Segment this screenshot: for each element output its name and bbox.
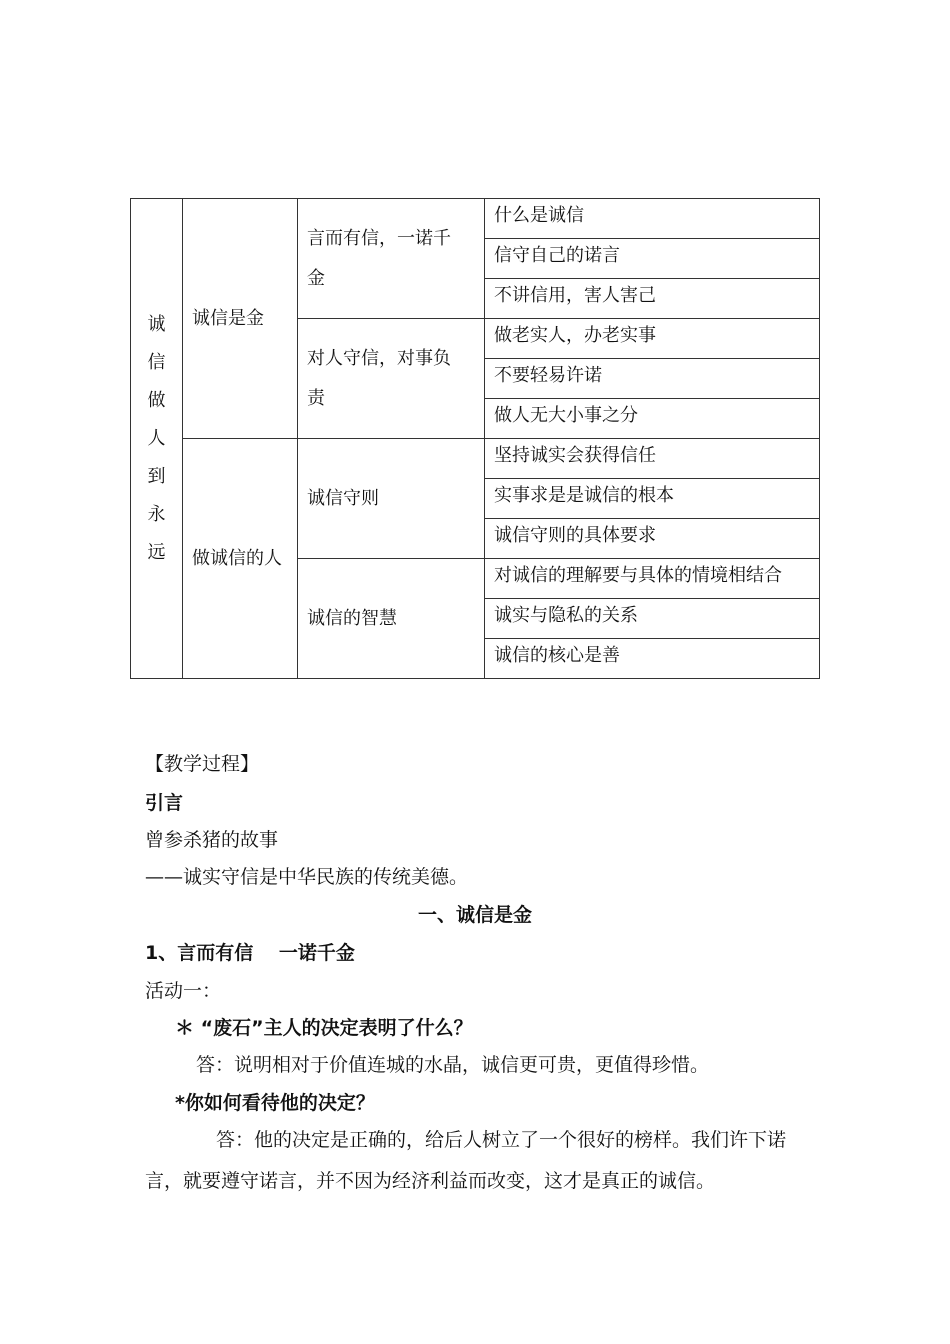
question-1: ＊ “废石”主人的决定表明了什么？ xyxy=(175,1017,473,1039)
root-cell xyxy=(131,199,183,679)
root-title xyxy=(131,306,182,572)
point-cell: 信守自己的诺言 xyxy=(485,239,820,279)
topic-cell xyxy=(298,319,485,439)
story-title: 曾参杀猪的故事 xyxy=(145,829,279,851)
point-cell: 做老实人，办老实事 xyxy=(485,319,820,359)
section-title: 一、诚信是金 xyxy=(417,904,532,926)
root-title-char: 远 xyxy=(147,541,166,563)
activity-label: 活动一： xyxy=(145,980,222,1002)
intro-title: 引言 xyxy=(145,792,184,814)
root-title-char: 人 xyxy=(147,427,166,449)
answer-2-line-2: 言，就要遵守诺言，并不因为经济利益而改变，这才是真正的诚信。 xyxy=(145,1170,716,1192)
point-cell: 不要轻易许诺 xyxy=(485,359,820,399)
question-2: *你如何看待他的决定？ xyxy=(175,1092,375,1114)
point-cell: 对诚信的理解要与具体的情境相结合 xyxy=(485,559,820,599)
root-title-char: 做 xyxy=(147,389,166,411)
point-cell: 诚信的核心是善 xyxy=(485,639,820,679)
root-title-char: 到 xyxy=(147,465,166,487)
point-cell: 诚实与隐私的关系 xyxy=(485,599,820,639)
root-title-char: 信 xyxy=(147,351,166,373)
point-cell: 坚持诚实会获得信任 xyxy=(485,439,820,479)
point-cell: 不讲信用，害人害己 xyxy=(485,279,820,319)
root-title-char: 诚 xyxy=(147,313,166,335)
point-cell: 实事求是是诚信的根本 xyxy=(485,479,820,519)
point-cell: 诚信守则的具体要求 xyxy=(485,519,820,559)
subsection-title: 1、言而有信 一诺千金 xyxy=(145,942,355,964)
section-cell: 做诚信的人 xyxy=(183,439,298,679)
process-heading: 【教学过程】 xyxy=(145,753,260,775)
section-cell: 诚信是金 xyxy=(183,199,298,439)
topic-cell: 诚信守则 xyxy=(298,439,485,559)
topic-title: 言而有信，一诺千金 xyxy=(307,227,451,289)
topic-cell xyxy=(298,199,485,319)
answer-2-line-1: 答：他的决定是正确的，给后人树立了一个很好的榜样。我们许下诺 xyxy=(216,1129,787,1151)
point-cell: 做人无大小事之分 xyxy=(485,399,820,439)
topic-title: 对人守信，对事负责 xyxy=(307,347,451,409)
answer-1: 答：说明相对于价值连城的水晶，诚信更可贵，更值得珍惜。 xyxy=(196,1054,710,1076)
point-cell: 什么是诚信 xyxy=(485,199,820,239)
outline-table xyxy=(130,198,820,679)
topic-cell: 诚信的智慧 xyxy=(298,559,485,679)
root-title-char: 永 xyxy=(147,503,166,525)
story-note: ——诚实守信是中华民族的传统美德。 xyxy=(145,866,469,888)
